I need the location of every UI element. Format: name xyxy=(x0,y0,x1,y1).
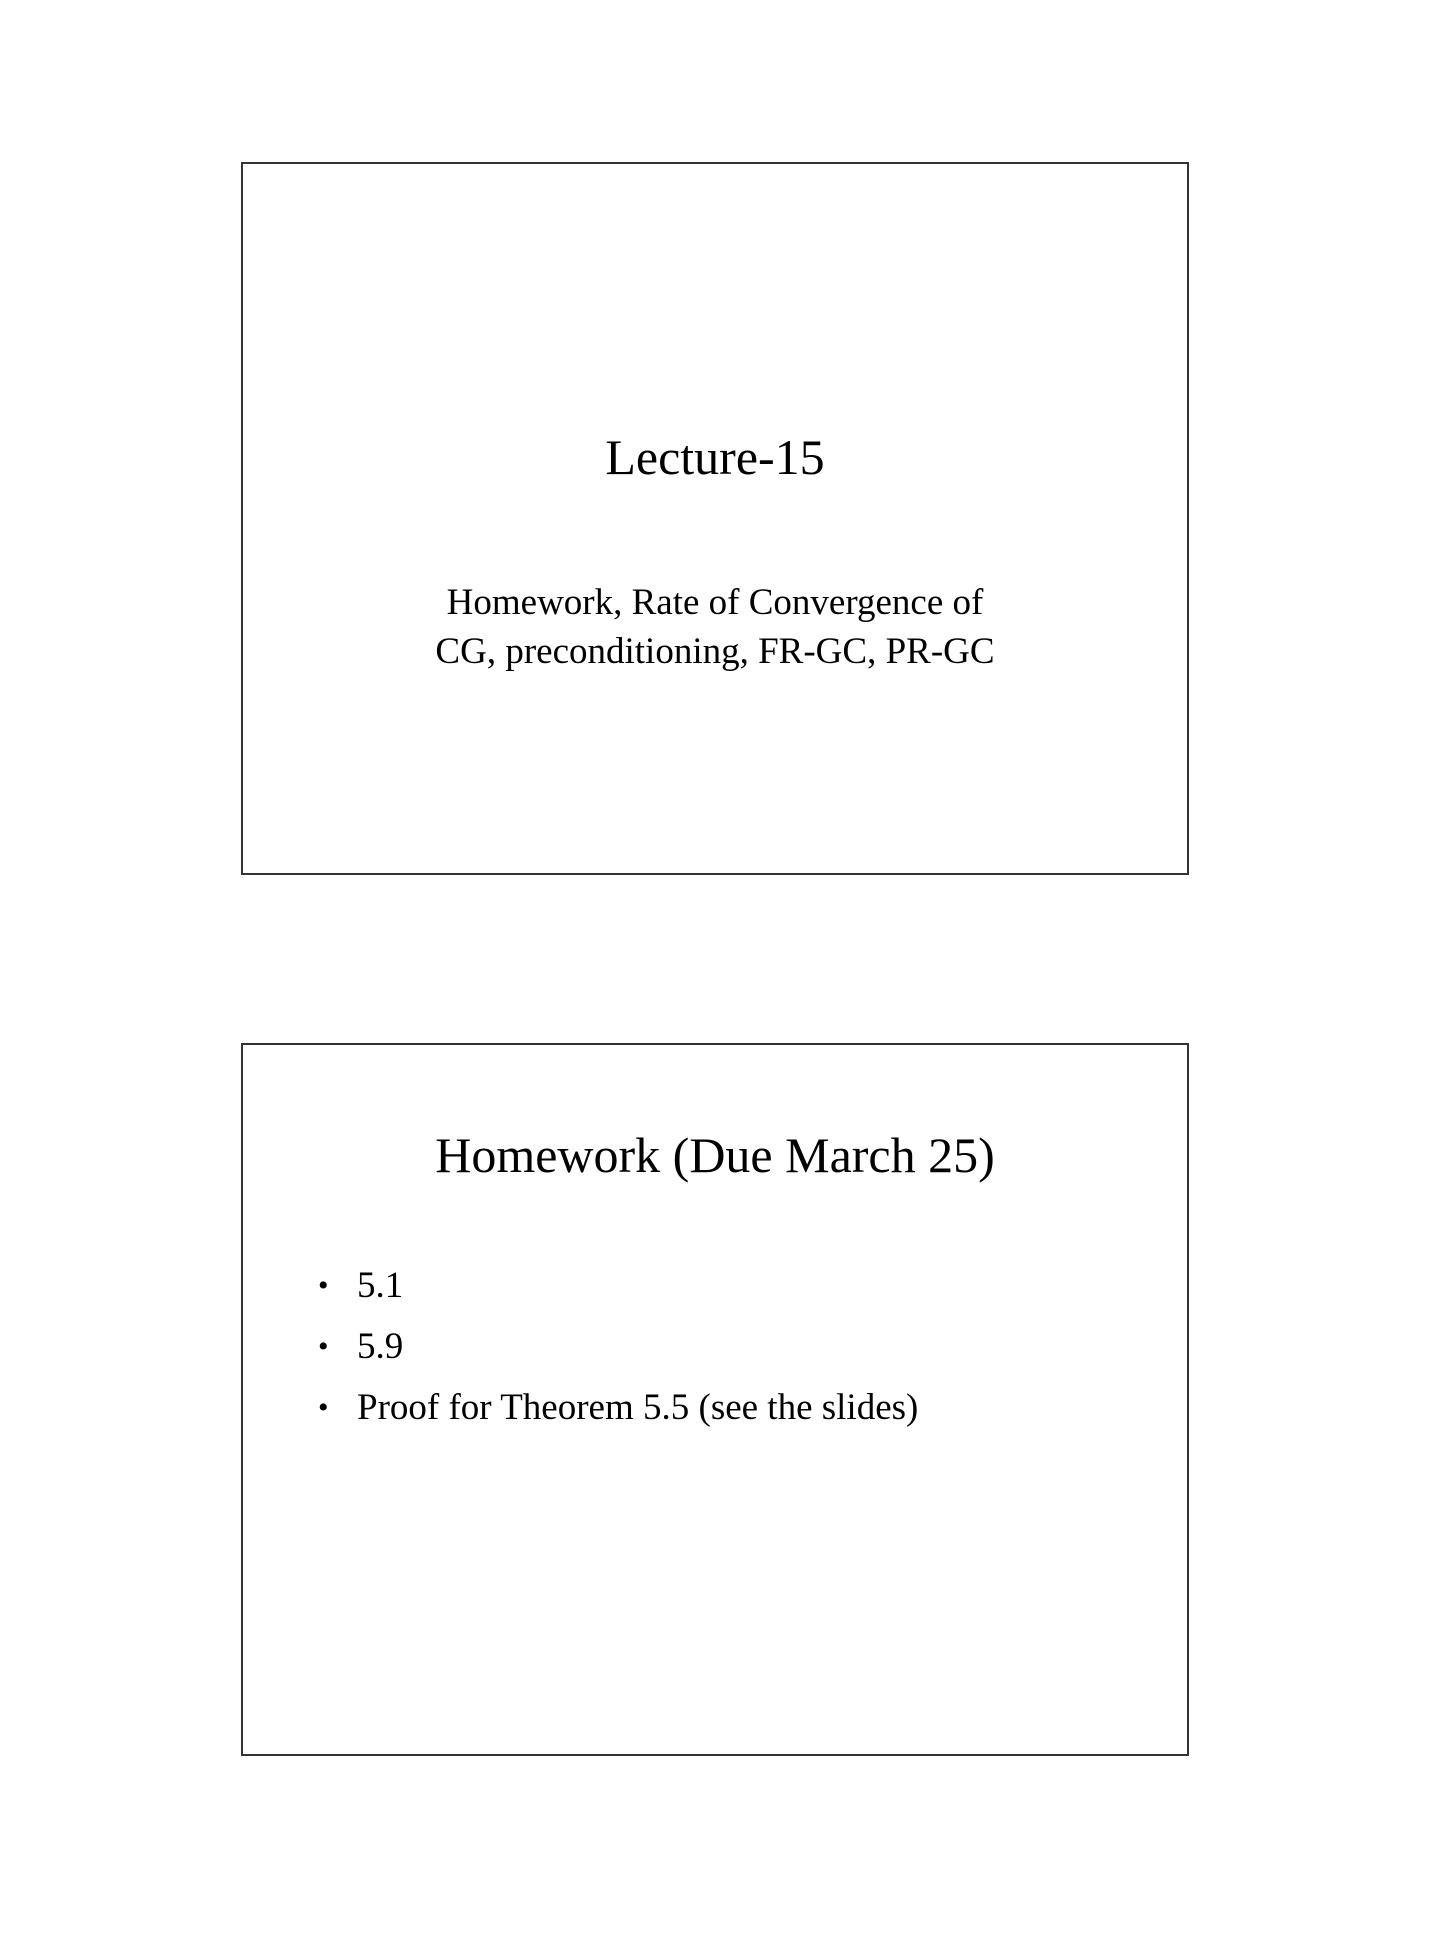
title-slide xyxy=(241,162,1189,875)
bullet-icon: • xyxy=(318,1269,329,1302)
bullet-text: Proof for Theorem 5.5 (see the slides) xyxy=(357,1387,919,1428)
bullet-icon: • xyxy=(318,1391,329,1424)
slide-subtitle xyxy=(243,578,1187,676)
bullet-item xyxy=(318,1316,918,1377)
slide-title: Homework (Due March 25) xyxy=(435,1127,995,1183)
slide-title: Lecture-15 xyxy=(605,429,825,485)
bullet-list xyxy=(318,1255,918,1438)
bullet-item xyxy=(318,1377,918,1438)
bullet-icon: • xyxy=(318,1330,329,1363)
subtitle-line: Homework, Rate of Convergence of xyxy=(446,582,984,623)
bullet-text: 5.9 xyxy=(357,1326,404,1367)
bullet-item xyxy=(318,1255,918,1316)
homework-slide xyxy=(241,1043,1189,1756)
subtitle-line: CG, preconditioning, FR-GC, PR-GC xyxy=(435,631,995,672)
bullet-text: 5.1 xyxy=(357,1265,404,1306)
